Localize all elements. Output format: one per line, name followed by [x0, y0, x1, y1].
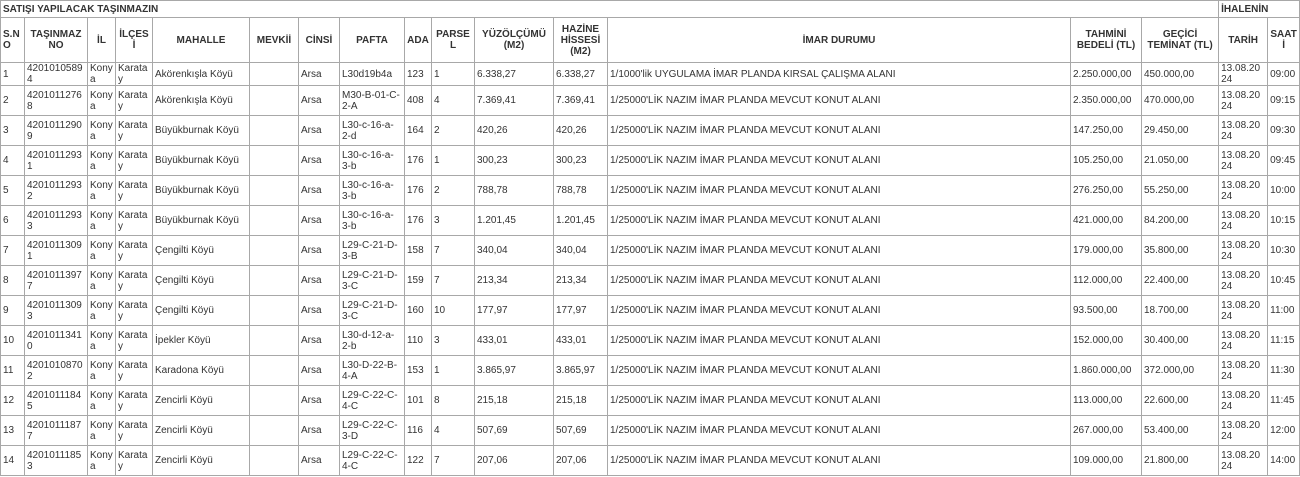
cell-provisional-deposit: 21.800,00 [1142, 446, 1219, 476]
table-row [1, 386, 1300, 416]
cell-area: 507,69 [475, 416, 554, 446]
cell-sheet: L30-c-16-a-3-b [340, 206, 405, 236]
cell-zoning-status: 1/25000'LİK NAZIM İMAR PLANDA MEVCUT KONUT ALANI [608, 86, 1071, 116]
cell-province: Konya [88, 356, 116, 386]
table-row [1, 326, 1300, 356]
column-header-area: YÜZÖLÇÜMÜ (M2) [475, 18, 554, 63]
cell-province: Konya [88, 266, 116, 296]
cell-provisional-deposit: 30.400,00 [1142, 326, 1219, 356]
cell-estimated-value: 147.250,00 [1071, 116, 1142, 146]
cell-time: 10:00 [1268, 176, 1300, 206]
cell-district: Karatay [116, 416, 153, 446]
cell-s-no: 3 [1, 116, 25, 146]
cell-block: 408 [405, 86, 432, 116]
auction-group-header: İHALENİN [1219, 1, 1300, 18]
column-header-zoning-status: İMAR DURUMU [608, 18, 1071, 63]
cell-treasury-share: 6.338,27 [554, 63, 608, 86]
cell-treasury-share: 215,18 [554, 386, 608, 416]
cell-property-no: 42010113410 [25, 326, 88, 356]
cell-property-no: 42010113977 [25, 266, 88, 296]
cell-area: 207,06 [475, 446, 554, 476]
column-header-estimated-value: TAHMİNİ BEDELİ (TL) [1071, 18, 1142, 63]
cell-province: Konya [88, 416, 116, 446]
table-row [1, 176, 1300, 206]
cell-provisional-deposit: 450.000,00 [1142, 63, 1219, 86]
cell-estimated-value: 2.350.000,00 [1071, 86, 1142, 116]
cell-locality [250, 176, 299, 206]
cell-parcel: 1 [432, 63, 475, 86]
cell-area: 213,34 [475, 266, 554, 296]
cell-sheet: L29-C-22-C-3-D [340, 416, 405, 446]
cell-date: 13.08.2024 [1219, 63, 1268, 86]
cell-estimated-value: 1.860.000,00 [1071, 356, 1142, 386]
cell-parcel: 10 [432, 296, 475, 326]
cell-province: Konya [88, 176, 116, 206]
cell-parcel: 4 [432, 416, 475, 446]
cell-locality [250, 416, 299, 446]
cell-province: Konya [88, 86, 116, 116]
cell-s-no: 11 [1, 356, 25, 386]
cell-estimated-value: 109.000,00 [1071, 446, 1142, 476]
cell-neighborhood: Karadona Köyü [153, 356, 250, 386]
cell-neighborhood: Zencirli Köyü [153, 416, 250, 446]
cell-zoning-status: 1/25000'LİK NAZIM İMAR PLANDA MEVCUT KONUT ALANI [608, 236, 1071, 266]
cell-zoning-status: 1/25000'LİK NAZIM İMAR PLANDA MEVCUT KONUT ALANI [608, 116, 1071, 146]
cell-district: Karatay [116, 386, 153, 416]
table-row [1, 266, 1300, 296]
cell-parcel: 7 [432, 446, 475, 476]
cell-s-no: 2 [1, 86, 25, 116]
cell-neighborhood: İpekler Köyü [153, 326, 250, 356]
cell-time: 11:15 [1268, 326, 1300, 356]
cell-type: Arsa [299, 446, 340, 476]
cell-district: Karatay [116, 146, 153, 176]
cell-treasury-share: 340,04 [554, 236, 608, 266]
cell-locality [250, 236, 299, 266]
cell-property-no: 42010108702 [25, 356, 88, 386]
cell-date: 13.08.2024 [1219, 266, 1268, 296]
cell-treasury-share: 1.201,45 [554, 206, 608, 236]
cell-provisional-deposit: 29.450,00 [1142, 116, 1219, 146]
cell-sheet: L30-D-22-B-4-A [340, 356, 405, 386]
cell-type: Arsa [299, 206, 340, 236]
cell-provisional-deposit: 18.700,00 [1142, 296, 1219, 326]
cell-provisional-deposit: 55.250,00 [1142, 176, 1219, 206]
cell-district: Karatay [116, 206, 153, 236]
cell-s-no: 8 [1, 266, 25, 296]
cell-block: 164 [405, 116, 432, 146]
cell-type: Arsa [299, 296, 340, 326]
table-row [1, 63, 1300, 86]
cell-zoning-status: 1/25000'LİK NAZIM İMAR PLANDA MEVCUT KONUT ALANI [608, 266, 1071, 296]
cell-district: Karatay [116, 266, 153, 296]
group-header-row [1, 1, 1300, 18]
cell-zoning-status: 1/25000'LİK NAZIM İMAR PLANDA MEVCUT KONUT ALANI [608, 176, 1071, 206]
cell-parcel: 3 [432, 206, 475, 236]
cell-province: Konya [88, 206, 116, 236]
cell-property-no: 42010111853 [25, 446, 88, 476]
cell-zoning-status: 1/1000'lik UYGULAMA İMAR PLANDA KIRSAL ÇALIŞMA ALANI [608, 63, 1071, 86]
column-header-neighborhood: MAHALLE [153, 18, 250, 63]
cell-s-no: 6 [1, 206, 25, 236]
cell-neighborhood: Çengilti Köyü [153, 236, 250, 266]
cell-neighborhood: Zencirli Köyü [153, 386, 250, 416]
cell-block: 160 [405, 296, 432, 326]
cell-locality [250, 86, 299, 116]
cell-district: Karatay [116, 236, 153, 266]
cell-treasury-share: 213,34 [554, 266, 608, 296]
cell-estimated-value: 179.000,00 [1071, 236, 1142, 266]
cell-time: 09:45 [1268, 146, 1300, 176]
column-header-s-no: S.NO [1, 18, 25, 63]
cell-date: 13.08.2024 [1219, 416, 1268, 446]
cell-parcel: 3 [432, 326, 475, 356]
cell-provisional-deposit: 372.000,00 [1142, 356, 1219, 386]
cell-parcel: 4 [432, 86, 475, 116]
cell-type: Arsa [299, 63, 340, 86]
cell-s-no: 14 [1, 446, 25, 476]
cell-estimated-value: 152.000,00 [1071, 326, 1142, 356]
cell-property-no: 42010111845 [25, 386, 88, 416]
cell-time: 14:00 [1268, 446, 1300, 476]
cell-zoning-status: 1/25000'LİK NAZIM İMAR PLANDA MEVCUT KONUT ALANI [608, 356, 1071, 386]
cell-province: Konya [88, 326, 116, 356]
cell-estimated-value: 93.500,00 [1071, 296, 1142, 326]
cell-date: 13.08.2024 [1219, 446, 1268, 476]
cell-area: 177,97 [475, 296, 554, 326]
cell-s-no: 10 [1, 326, 25, 356]
cell-date: 13.08.2024 [1219, 206, 1268, 236]
cell-date: 13.08.2024 [1219, 116, 1268, 146]
cell-time: 09:30 [1268, 116, 1300, 146]
cell-district: Karatay [116, 296, 153, 326]
cell-treasury-share: 7.369,41 [554, 86, 608, 116]
cell-sheet: L29-C-21-D-3-C [340, 266, 405, 296]
cell-time: 12:00 [1268, 416, 1300, 446]
cell-province: Konya [88, 446, 116, 476]
cell-district: Karatay [116, 86, 153, 116]
cell-area: 215,18 [475, 386, 554, 416]
cell-locality [250, 116, 299, 146]
cell-province: Konya [88, 116, 116, 146]
cell-treasury-share: 420,26 [554, 116, 608, 146]
cell-estimated-value: 105.250,00 [1071, 146, 1142, 176]
cell-province: Konya [88, 386, 116, 416]
cell-property-no: 42010112933 [25, 206, 88, 236]
cell-sheet: L30-c-16-a-3-b [340, 146, 405, 176]
cell-treasury-share: 207,06 [554, 446, 608, 476]
cell-s-no: 12 [1, 386, 25, 416]
cell-date: 13.08.2024 [1219, 176, 1268, 206]
cell-property-no: 42010112909 [25, 116, 88, 146]
cell-date: 13.08.2024 [1219, 236, 1268, 266]
cell-provisional-deposit: 53.400,00 [1142, 416, 1219, 446]
cell-block: 176 [405, 146, 432, 176]
cell-type: Arsa [299, 416, 340, 446]
cell-provisional-deposit: 470.000,00 [1142, 86, 1219, 116]
cell-estimated-value: 113.000,00 [1071, 386, 1142, 416]
cell-time: 11:00 [1268, 296, 1300, 326]
cell-block: 176 [405, 206, 432, 236]
cell-time: 10:15 [1268, 206, 1300, 236]
cell-type: Arsa [299, 236, 340, 266]
cell-provisional-deposit: 21.050,00 [1142, 146, 1219, 176]
cell-s-no: 7 [1, 236, 25, 266]
cell-locality [250, 356, 299, 386]
cell-property-no: 42010113091 [25, 236, 88, 266]
cell-type: Arsa [299, 116, 340, 146]
cell-block: 176 [405, 176, 432, 206]
cell-date: 13.08.2024 [1219, 86, 1268, 116]
cell-area: 6.338,27 [475, 63, 554, 86]
cell-locality [250, 206, 299, 236]
column-header-parcel: PARSEL [432, 18, 475, 63]
cell-zoning-status: 1/25000'LİK NAZIM İMAR PLANDA MEVCUT KONUT ALANI [608, 446, 1071, 476]
cell-zoning-status: 1/25000'LİK NAZIM İMAR PLANDA MEVCUT KONUT ALANI [608, 296, 1071, 326]
cell-district: Karatay [116, 63, 153, 86]
cell-locality [250, 146, 299, 176]
cell-provisional-deposit: 84.200,00 [1142, 206, 1219, 236]
cell-treasury-share: 300,23 [554, 146, 608, 176]
cell-sheet: L29-C-21-D-3-C [340, 296, 405, 326]
table-row [1, 236, 1300, 266]
column-header-row [1, 18, 1300, 63]
cell-sheet: L30-c-16-a-3-b [340, 176, 405, 206]
cell-parcel: 2 [432, 116, 475, 146]
cell-block: 101 [405, 386, 432, 416]
cell-type: Arsa [299, 86, 340, 116]
cell-time: 09:00 [1268, 63, 1300, 86]
cell-s-no: 9 [1, 296, 25, 326]
column-header-date: TARİH [1219, 18, 1268, 63]
cell-type: Arsa [299, 356, 340, 386]
column-header-district: İLÇESİ [116, 18, 153, 63]
cell-type: Arsa [299, 176, 340, 206]
cell-treasury-share: 507,69 [554, 416, 608, 446]
table-row [1, 86, 1300, 116]
cell-district: Karatay [116, 326, 153, 356]
cell-locality [250, 266, 299, 296]
cell-province: Konya [88, 296, 116, 326]
cell-type: Arsa [299, 266, 340, 296]
cell-district: Karatay [116, 176, 153, 206]
cell-neighborhood: Zencirli Köyü [153, 446, 250, 476]
table-row [1, 146, 1300, 176]
cell-area: 300,23 [475, 146, 554, 176]
table-row [1, 356, 1300, 386]
cell-district: Karatay [116, 446, 153, 476]
cell-zoning-status: 1/25000'LİK NAZIM İMAR PLANDA MEVCUT KONUT ALANI [608, 386, 1071, 416]
cell-sheet: L29-C-22-C-4-C [340, 386, 405, 416]
cell-property-no: 42010112768 [25, 86, 88, 116]
table-row [1, 416, 1300, 446]
cell-estimated-value: 267.000,00 [1071, 416, 1142, 446]
cell-area: 433,01 [475, 326, 554, 356]
cell-neighborhood: Akörenkışla Köyü [153, 86, 250, 116]
cell-date: 13.08.2024 [1219, 356, 1268, 386]
cell-date: 13.08.2024 [1219, 146, 1268, 176]
cell-treasury-share: 177,97 [554, 296, 608, 326]
cell-locality [250, 296, 299, 326]
cell-type: Arsa [299, 146, 340, 176]
cell-treasury-share: 788,78 [554, 176, 608, 206]
cell-parcel: 7 [432, 236, 475, 266]
cell-province: Konya [88, 63, 116, 86]
cell-time: 10:30 [1268, 236, 1300, 266]
table-body [1, 63, 1300, 476]
cell-sheet: L30-c-16-a-2-d [340, 116, 405, 146]
property-group-header: SATIŞI YAPILACAK TAŞINMAZIN [1, 1, 1219, 18]
cell-property-no: 42010105894 [25, 63, 88, 86]
cell-locality [250, 386, 299, 416]
cell-provisional-deposit: 35.800,00 [1142, 236, 1219, 266]
cell-property-no: 42010112932 [25, 176, 88, 206]
cell-time: 11:30 [1268, 356, 1300, 386]
cell-estimated-value: 112.000,00 [1071, 266, 1142, 296]
cell-type: Arsa [299, 326, 340, 356]
cell-neighborhood: Çengilti Köyü [153, 296, 250, 326]
cell-s-no: 5 [1, 176, 25, 206]
cell-provisional-deposit: 22.600,00 [1142, 386, 1219, 416]
cell-property-no: 42010113093 [25, 296, 88, 326]
column-header-treasury-share: HAZİNE HİSSESİ (M2) [554, 18, 608, 63]
cell-area: 340,04 [475, 236, 554, 266]
cell-neighborhood: Büyükburnak Köyü [153, 116, 250, 146]
cell-sheet: L30-d-12-a-2-b [340, 326, 405, 356]
cell-parcel: 1 [432, 146, 475, 176]
cell-time: 09:15 [1268, 86, 1300, 116]
cell-locality [250, 446, 299, 476]
table-row [1, 446, 1300, 476]
cell-zoning-status: 1/25000'LİK NAZIM İMAR PLANDA MEVCUT KONUT ALANI [608, 326, 1071, 356]
cell-parcel: 7 [432, 266, 475, 296]
column-header-province: İL [88, 18, 116, 63]
cell-parcel: 8 [432, 386, 475, 416]
cell-area: 3.865,97 [475, 356, 554, 386]
column-header-block: ADA [405, 18, 432, 63]
column-header-provisional-deposit: GEÇİCİ TEMİNAT (TL) [1142, 18, 1219, 63]
cell-province: Konya [88, 146, 116, 176]
cell-neighborhood: Büyükburnak Köyü [153, 146, 250, 176]
cell-district: Karatay [116, 116, 153, 146]
cell-province: Konya [88, 236, 116, 266]
cell-area: 1.201,45 [475, 206, 554, 236]
cell-block: 110 [405, 326, 432, 356]
cell-provisional-deposit: 22.400,00 [1142, 266, 1219, 296]
cell-sheet: L29-C-22-C-4-C [340, 446, 405, 476]
cell-s-no: 4 [1, 146, 25, 176]
column-header-locality: MEVKİİ [250, 18, 299, 63]
table-row [1, 206, 1300, 236]
cell-parcel: 1 [432, 356, 475, 386]
cell-area: 420,26 [475, 116, 554, 146]
cell-locality [250, 63, 299, 86]
cell-time: 10:45 [1268, 266, 1300, 296]
cell-date: 13.08.2024 [1219, 386, 1268, 416]
cell-estimated-value: 2.250.000,00 [1071, 63, 1142, 86]
cell-neighborhood: Büyükburnak Köyü [153, 206, 250, 236]
cell-s-no: 13 [1, 416, 25, 446]
column-header-type: CİNSİ [299, 18, 340, 63]
cell-property-no: 42010112931 [25, 146, 88, 176]
cell-s-no: 1 [1, 63, 25, 86]
cell-estimated-value: 276.250,00 [1071, 176, 1142, 206]
cell-neighborhood: Büyükburnak Köyü [153, 176, 250, 206]
cell-neighborhood: Çengilti Köyü [153, 266, 250, 296]
cell-block: 158 [405, 236, 432, 266]
cell-block: 122 [405, 446, 432, 476]
cell-block: 153 [405, 356, 432, 386]
table-row [1, 296, 1300, 326]
cell-date: 13.08.2024 [1219, 326, 1268, 356]
cell-time: 11:45 [1268, 386, 1300, 416]
cell-district: Karatay [116, 356, 153, 386]
cell-treasury-share: 3.865,97 [554, 356, 608, 386]
cell-locality [250, 326, 299, 356]
cell-zoning-status: 1/25000'LİK NAZIM İMAR PLANDA MEVCUT KONUT ALANI [608, 206, 1071, 236]
cell-treasury-share: 433,01 [554, 326, 608, 356]
cell-block: 123 [405, 63, 432, 86]
cell-property-no: 42010111877 [25, 416, 88, 446]
column-header-property-no: TAŞINMAZ NO [25, 18, 88, 63]
column-header-sheet: PAFTA [340, 18, 405, 63]
cell-type: Arsa [299, 386, 340, 416]
column-header-time: SAATİ [1268, 18, 1300, 63]
cell-date: 13.08.2024 [1219, 296, 1268, 326]
cell-block: 116 [405, 416, 432, 446]
cell-zoning-status: 1/25000'LİK NAZIM İMAR PLANDA MEVCUT KONUT ALANI [608, 416, 1071, 446]
table-row [1, 116, 1300, 146]
cell-area: 788,78 [475, 176, 554, 206]
cell-sheet: M30-B-01-C-2-A [340, 86, 405, 116]
cell-sheet: L30d19b4a [340, 63, 405, 86]
cell-block: 159 [405, 266, 432, 296]
cell-estimated-value: 421.000,00 [1071, 206, 1142, 236]
cell-neighborhood: Akörenkışla Köyü [153, 63, 250, 86]
cell-parcel: 2 [432, 176, 475, 206]
cell-area: 7.369,41 [475, 86, 554, 116]
cell-zoning-status: 1/25000'LİK NAZIM İMAR PLANDA MEVCUT KONUT ALANI [608, 146, 1071, 176]
cell-sheet: L29-C-21-D-3-B [340, 236, 405, 266]
